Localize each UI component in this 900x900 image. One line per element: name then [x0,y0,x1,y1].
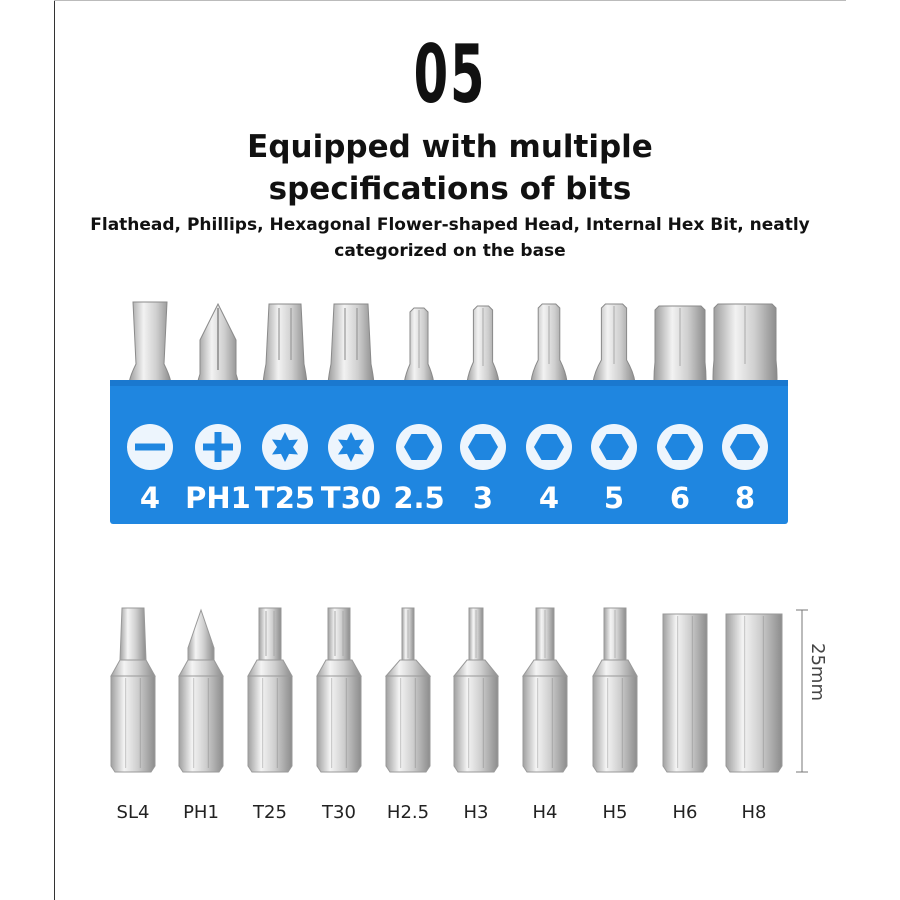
headline-line-1: Equipped with multiple [247,129,653,165]
holder-bit-4 [328,304,374,392]
holder-slot-label: 2.5 [393,481,445,515]
bit-name-label: PH1 [183,802,219,823]
hex-icon [526,424,572,470]
bit-name-label: H6 [672,802,698,823]
bit-7 [523,608,567,772]
bit-1 [111,608,155,772]
section-number: 05 [413,28,487,121]
bit-3 [248,608,292,772]
bit-name-label: H4 [532,802,558,823]
holder-bit-2 [197,304,239,392]
bit-name-label: H5 [602,802,628,823]
holder-slot-label: 3 [472,481,494,515]
headline [0,126,900,210]
holder-top-edge [110,380,788,386]
bit-10 [726,614,782,772]
subheadline [60,212,840,264]
torx-icon [262,424,308,470]
bit-name-label: H8 [741,802,767,823]
holder-slot-label: T25 [254,481,316,515]
bit-name-label: T30 [322,802,356,823]
holder-bit-8 [593,304,636,392]
holder-slot-label: T30 [320,481,382,515]
bit-5 [386,608,430,772]
page-top-edge [54,0,846,1]
holder-slot-label: 5 [603,481,625,515]
hex-icon [460,424,506,470]
loose-bits-photo [0,590,900,800]
headline-line-2: specifications of bits [268,171,632,207]
bit-6 [454,608,498,772]
holder-slot-label: 6 [669,481,691,515]
hex-icon [722,424,768,470]
bit-4 [317,608,361,772]
bit-8 [593,608,637,772]
subheadline-line-1: Flathead, Phillips, Hexagonal Flower-shaped Head, Internal Hex Bit, neatly [90,215,810,235]
bit-name-label: H2.5 [386,802,430,823]
hex-icon [396,424,442,470]
holder-bit-3 [263,304,307,392]
dimension-label: 25mm [807,643,828,701]
holder-slot-label: 4 [139,481,161,515]
holder-bit-7 [531,304,568,392]
slotted-icon [127,424,173,470]
holder-slot-label: PH1 [185,481,251,515]
hex-icon [657,424,703,470]
bit-name-label: H3 [463,802,489,823]
phillips-icon [195,424,241,470]
subheadline-line-2: categorized on the base [334,241,566,261]
bit-2 [179,610,223,772]
holder-bit-1 [129,302,172,390]
holder-slot-label: 4 [538,481,560,515]
bit-name-label: T25 [253,802,287,823]
bit-9 [663,614,707,772]
hex-icon [591,424,637,470]
holder-slot-label: 8 [734,481,756,515]
torx-icon [328,424,374,470]
holder-bit-10 [713,304,777,392]
bit-name-label: SL4 [116,802,150,823]
bit-holder-photo [0,290,900,540]
